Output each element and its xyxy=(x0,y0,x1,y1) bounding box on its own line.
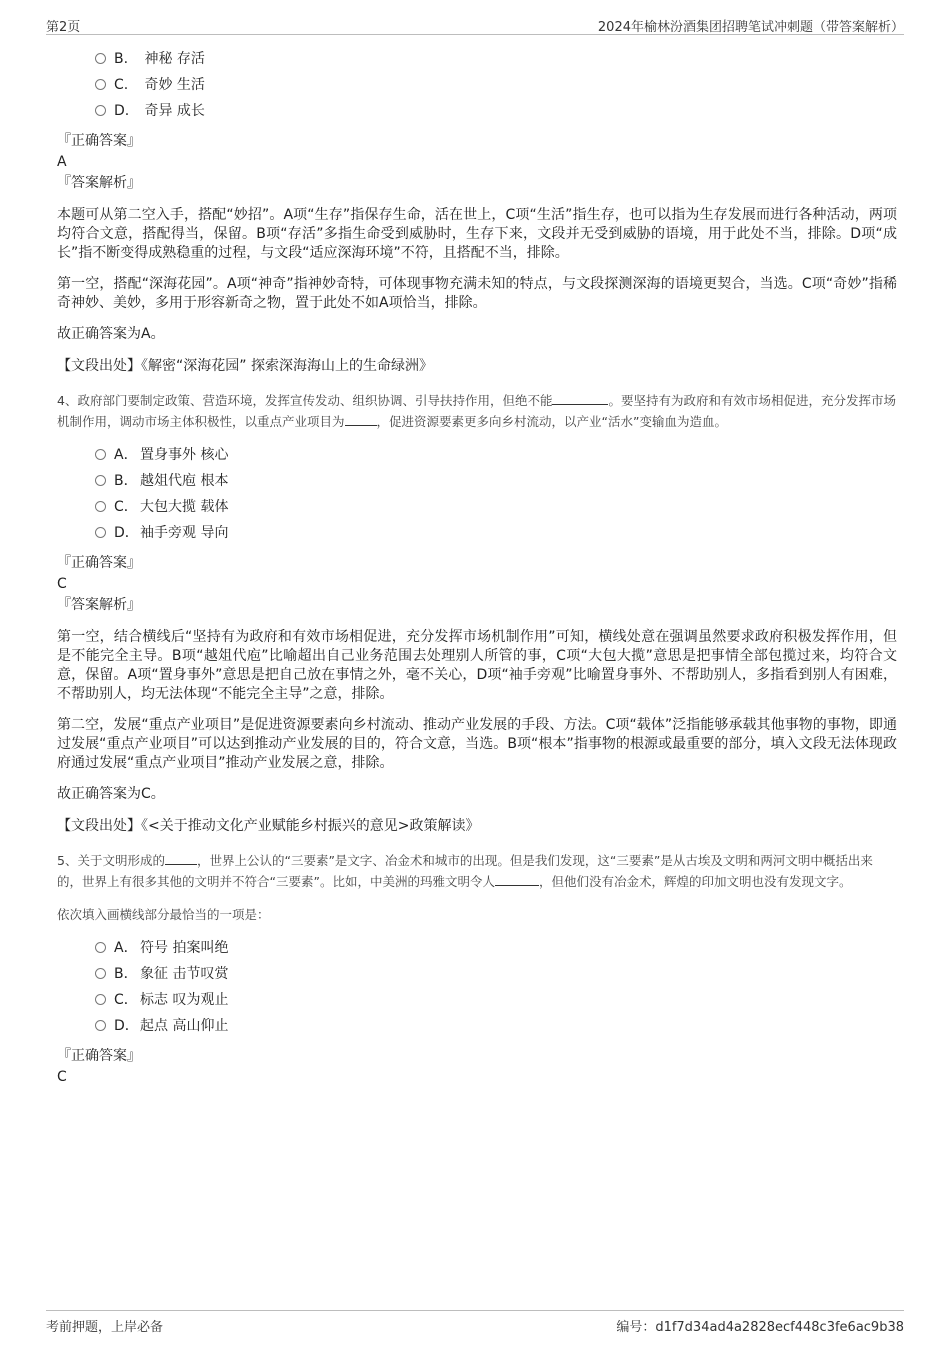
option-text: 置身事外 核心 xyxy=(140,447,229,463)
analysis-conclusion: 故正确答案为C。 xyxy=(57,786,165,802)
answer-label: 『正确答案』 xyxy=(57,555,141,571)
answer-value: A xyxy=(57,154,67,170)
radio-icon[interactable] xyxy=(95,53,106,64)
radio-icon[interactable] xyxy=(95,968,106,979)
option-a[interactable] xyxy=(95,442,897,468)
blank xyxy=(165,851,197,865)
option-letter: B． xyxy=(114,473,138,489)
option-d[interactable] xyxy=(95,1013,897,1039)
q3-options xyxy=(95,46,897,124)
option-letter: C． xyxy=(114,992,138,1008)
question-stem xyxy=(57,850,897,892)
analysis-paragraph: 第二空，发展“重点产业项目”是促进资源要素向乡村流动、推动产业发展的手段、方法。C项“载体”泛指能够承载其他事物的事物，即通过发展“重点产业项目”可以达到推动产业发展的目的，符合文意，当选。B项“根本”指事物的根源或最重要的部分，填入文段无法体现政府通过发展“重点产业项目”推动产业发展之意，排除。 xyxy=(57,717,897,771)
blank xyxy=(495,872,539,886)
passage-source: 【文段出处】《<关于推动文化产业赋能乡村振兴的意见>政策解读》 xyxy=(57,818,480,834)
option-letter: D． xyxy=(114,1018,139,1034)
radio-icon[interactable] xyxy=(95,449,106,460)
option-text: 越俎代庖 根本 xyxy=(140,473,229,489)
option-text: 奇异 成长 xyxy=(144,103,205,119)
radio-icon[interactable] xyxy=(95,1020,106,1031)
option-letter: C. xyxy=(114,77,129,93)
option-text: 奇妙 生活 xyxy=(144,77,205,93)
option-c[interactable] xyxy=(95,987,897,1013)
option-b[interactable] xyxy=(95,961,897,987)
stem-text: ，但他们没有冶金术，辉煌的印加文明也没有发现文字。 xyxy=(538,874,852,889)
document-title: 2024年榆林汾酒集团招聘笔试冲刺题（带答案解析） xyxy=(597,20,904,35)
radio-icon[interactable] xyxy=(95,475,106,486)
option-letter: D． xyxy=(114,525,139,541)
page-footer xyxy=(46,1310,904,1335)
option-letter: A． xyxy=(114,447,138,463)
stem-text: ，世界上公认的“三要素”是文字、冶金术和城市的出现。但是我们发现，这“三要素”是从古埃及文明和两河文明中概括出来的，世界上有很多其他的文明并不符合“三要素”。比如，中美洲的玛雅文明令人 xyxy=(57,853,873,889)
option-text: 袖手旁观 导向 xyxy=(140,525,229,541)
answer-label: 『正确答案』 xyxy=(57,133,141,149)
option-d[interactable] xyxy=(95,520,897,546)
stem-text: 5、关于文明形成的 xyxy=(57,853,165,868)
answer-value: C xyxy=(57,1069,67,1085)
option-d[interactable] xyxy=(95,98,897,124)
option-letter: B． xyxy=(114,966,138,982)
page-number: 第2页 xyxy=(46,20,81,35)
analysis-paragraph: 第一空，结合横线后“坚持有为政府和有效市场相促进，充分发挥市场机制作用”可知，横线处意在强调虽然要求政府积极发挥作用，但是不能完全主导。B项“越俎代庖”比喻超出自己业务范围去处理别人所管的事，C项“大包大揽”意思是把事情全部包揽过来，均符合文意，保留。A项“置身事外”意思是把自己放在事情之外，毫不关心，D项“袖手旁观”比喻置身事外、不帮助别人，多指看到别人有困难，不帮助别人，均无法体现“不能完全主导”之意，排除。 xyxy=(57,629,897,702)
blank xyxy=(552,391,608,405)
radio-icon[interactable] xyxy=(95,942,106,953)
option-a[interactable] xyxy=(95,935,897,961)
stem-text: 4、政府部门要制定政策、营造环境，发挥宣传发动、组织协调、引导扶持作用，但绝不能 xyxy=(57,393,553,408)
q4-options xyxy=(95,442,897,546)
option-letter: A． xyxy=(114,940,138,956)
stem-text: ，促进资源要素更多向乡村流动，以产业“活水”变输血为造血。 xyxy=(376,414,727,429)
document-body xyxy=(57,46,897,1087)
option-b[interactable] xyxy=(95,468,897,494)
question-stem xyxy=(57,390,897,432)
option-c[interactable] xyxy=(95,72,897,98)
document-id: 编号：d1f7d34ad4a2828ecf448c3fe6ac9b38 xyxy=(616,1320,904,1335)
answer-value: C xyxy=(57,576,67,592)
radio-icon[interactable] xyxy=(95,79,106,90)
option-c[interactable] xyxy=(95,494,897,520)
question-prompt: 依次填入画横线部分最恰当的一项是： xyxy=(57,907,270,922)
analysis-paragraph: 本题可从第二空入手，搭配“妙招”。A项“生存”指保存生命，活在世上，C项“生活”指生存，也可以指为生存发展而进行各种活动，两项均符合文意，搭配得当，保留。B项“存活”多指生命受到威胁时，生存下来，文段并无受到威胁的语境，用于此处不当，排除。D项“成长”指不断变得成熟稳重的过程，与文段“适应深海环境”不符，且搭配不当，排除。 xyxy=(57,207,897,261)
page-header xyxy=(46,14,904,35)
option-letter: B. xyxy=(114,51,129,67)
analysis-conclusion: 故正确答案为A。 xyxy=(57,326,165,342)
stem-text: 。要坚持有为政府和有效市场相促进，充分发挥市场机制作用，调动市场主体积极性，以重点产业项目为 xyxy=(57,393,896,429)
q5-options xyxy=(95,935,897,1039)
option-letter: D. xyxy=(114,103,130,119)
analysis-label: 『答案解析』 xyxy=(57,597,141,613)
blank xyxy=(345,412,377,426)
option-text: 符号 拍案叫绝 xyxy=(140,940,229,956)
answer-label: 『正确答案』 xyxy=(57,1048,141,1064)
analysis-label: 『答案解析』 xyxy=(57,175,141,191)
passage-source: 【文段出处】《解密“深海花园” 探索深海海山上的生命绿洲》 xyxy=(57,358,433,374)
radio-icon[interactable] xyxy=(95,994,106,1005)
option-text: 大包大揽 载体 xyxy=(140,499,229,515)
analysis-paragraph: 第一空，搭配“深海花园”。A项“神奇”指神妙奇特，可体现事物充满未知的特点，与文段探测深海的语境更契合，当选。C项“奇妙”指稀奇神妙、美妙，多用于形容新奇之物，置于此处不如A项恰当，排除。 xyxy=(57,276,897,311)
radio-icon[interactable] xyxy=(95,501,106,512)
radio-icon[interactable] xyxy=(95,105,106,116)
radio-icon[interactable] xyxy=(95,527,106,538)
option-text: 起点 高山仰止 xyxy=(140,1018,229,1034)
option-letter: C． xyxy=(114,499,138,515)
option-text: 标志 叹为观止 xyxy=(140,992,229,1008)
option-text: 神秘 存活 xyxy=(144,51,205,67)
option-text: 象征 击节叹赏 xyxy=(140,966,229,982)
option-b[interactable] xyxy=(95,46,897,72)
footer-slogan: 考前押题，上岸必备 xyxy=(46,1320,164,1335)
